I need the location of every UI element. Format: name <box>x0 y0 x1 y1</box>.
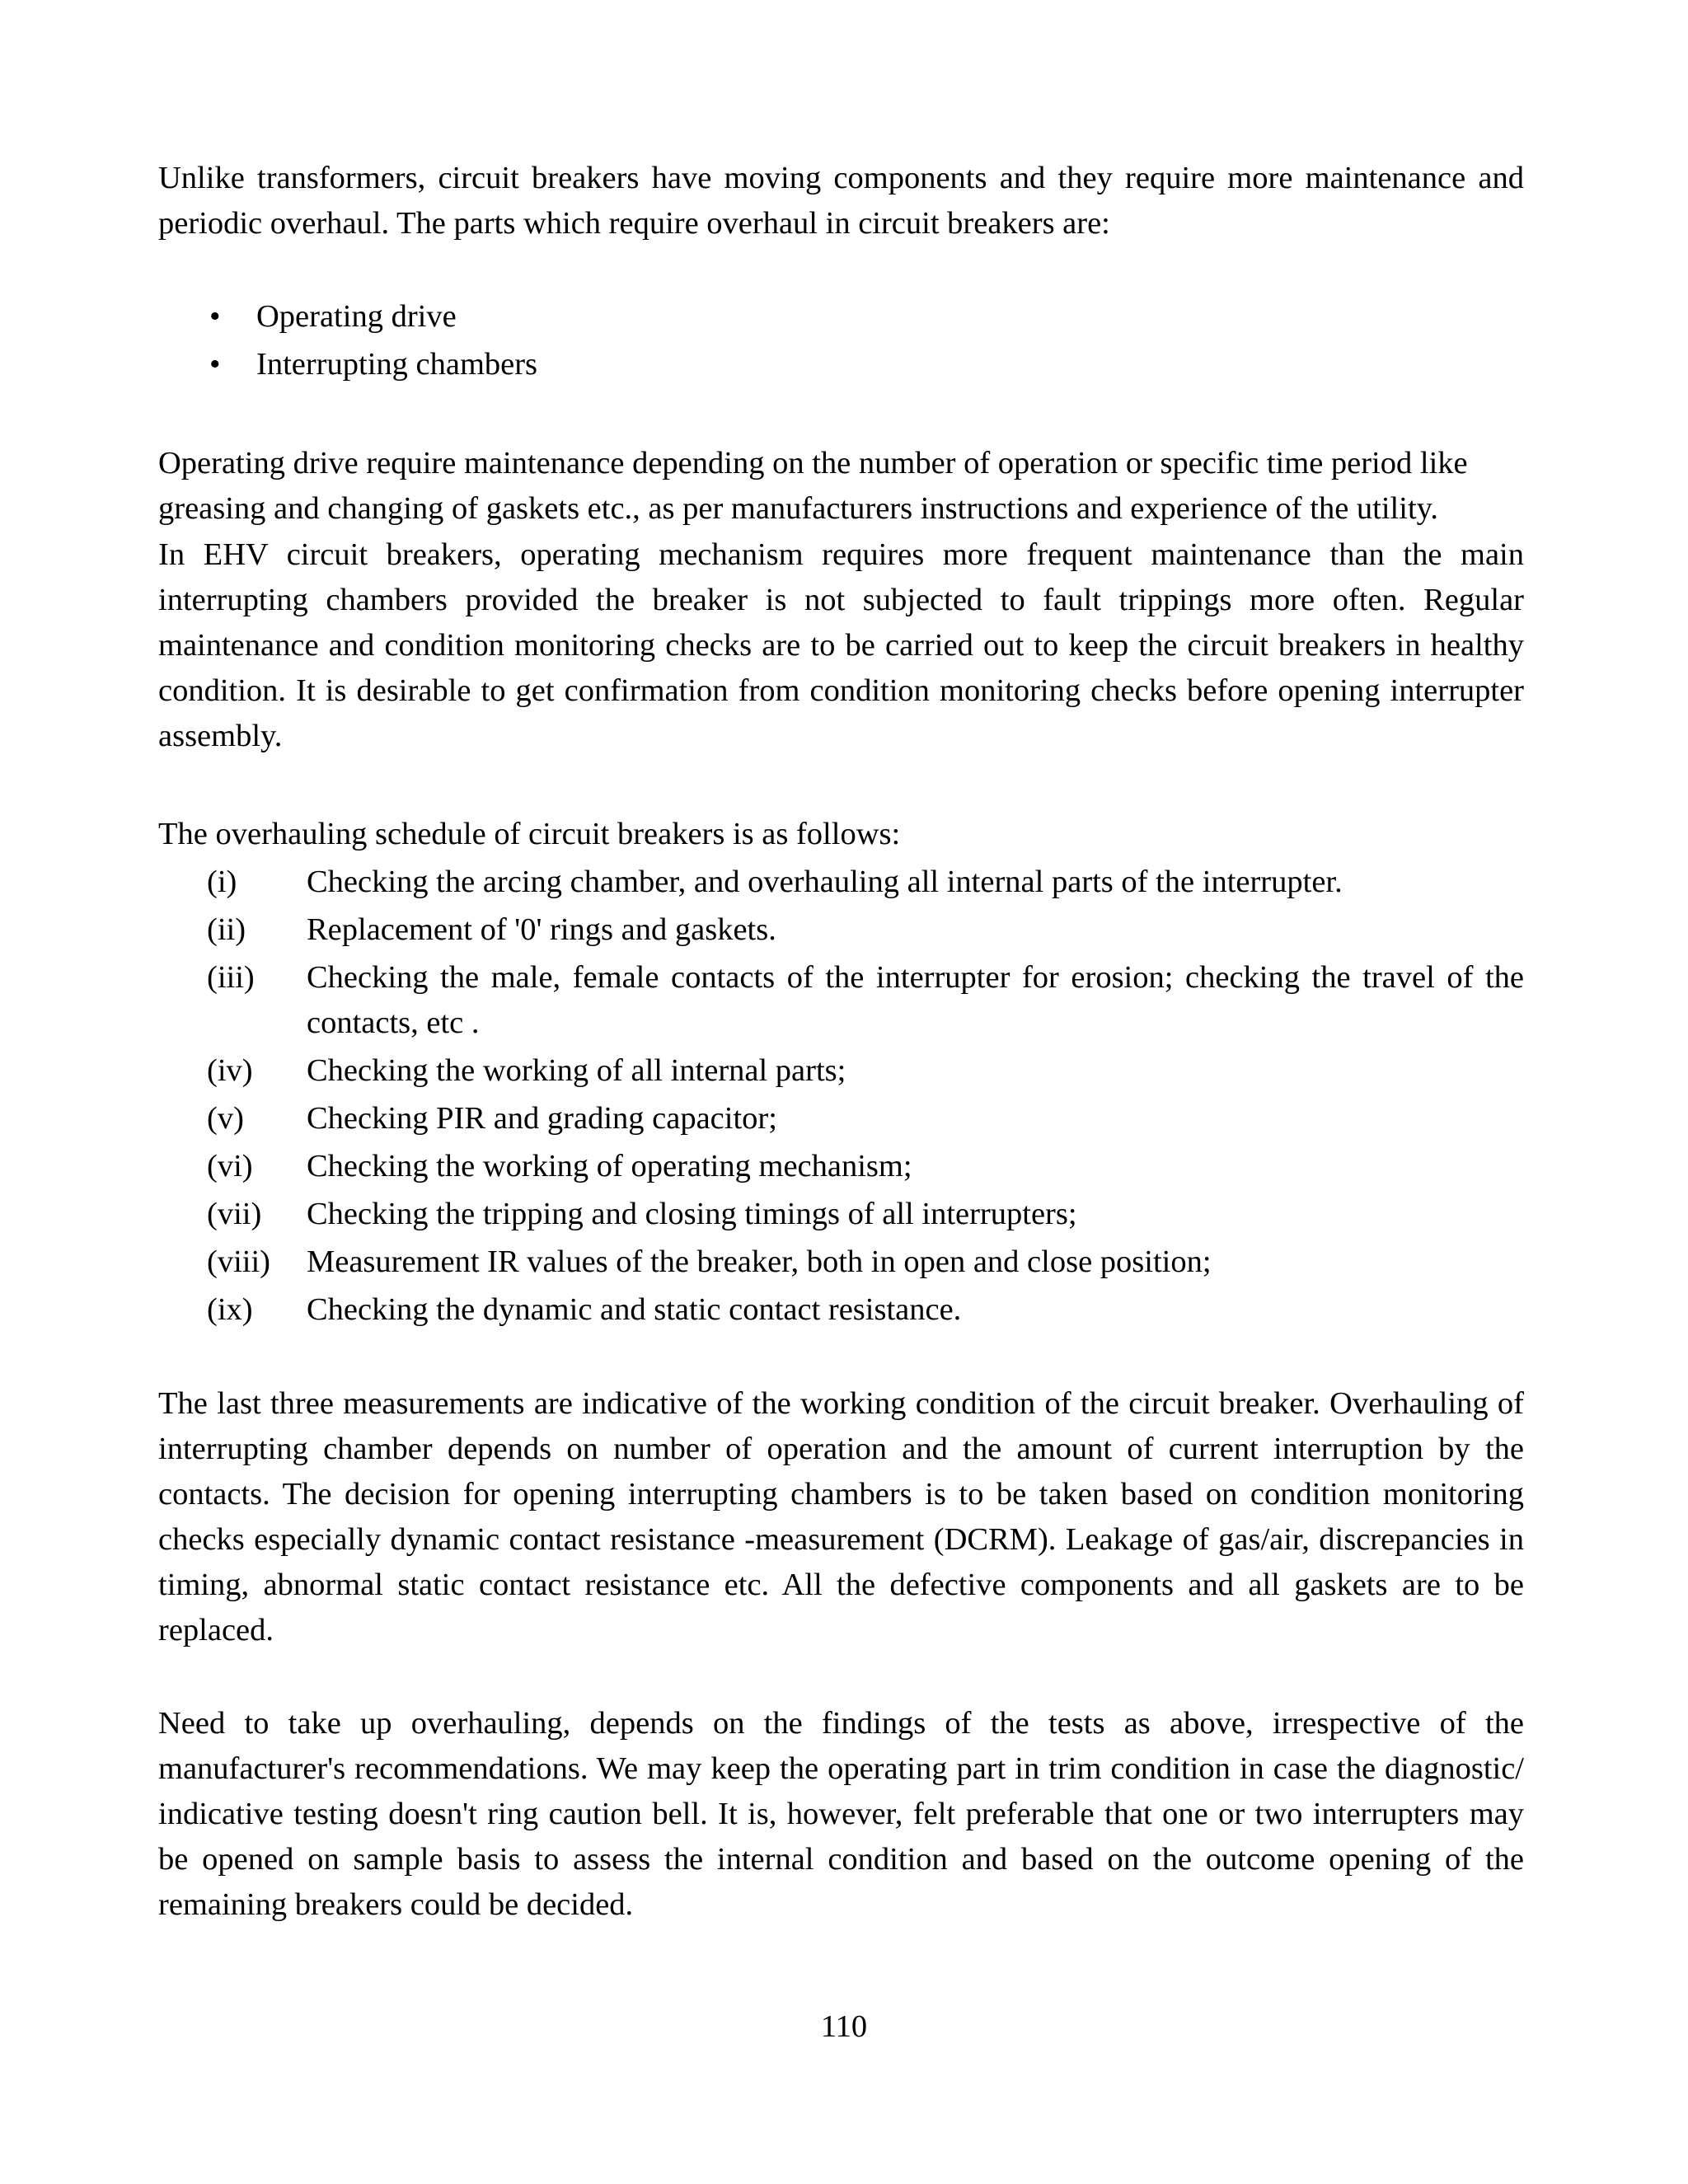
list-item <box>158 1096 1524 1141</box>
overhaul-schedule-list <box>158 860 1524 1335</box>
list-item-text: Checking the working of all internal parts; <box>307 1053 846 1088</box>
page-number: 110 <box>820 2009 868 2044</box>
list-item-text: Measurement IR values of the breaker, both in open and close position; <box>307 1244 1212 1279</box>
list-item-text: Checking PIR and grading capacitor; <box>307 1101 777 1136</box>
list-item-text: Checking the tripping and closing timings of all interrupters; <box>307 1197 1077 1231</box>
last-three-measurements-paragraph: The last three measurements are indicative of the working condition of the circuit breaker. Overhauling of interrupting chamber depends on number of operation and the amount of current interruption by the contacts. The decision for opening interrupting chambers is to be taken based on condition monitoring checks especially dynamic contact resistance -measurement (DCRM). Leakage of gas/air, discrepancies in timing, abnormal static contact resistance etc. All the defective components and all gaskets are to be replaced. <box>158 1386 1524 1647</box>
list-item-number: (vi) <box>207 1149 253 1183</box>
list-item-number: (ix) <box>207 1292 253 1327</box>
list-item-number: (viii) <box>207 1244 270 1279</box>
overhauling-need-paragraph: Need to take up overhauling, depends on the findings of the tests as above, irrespective of the manufacturer's recommendations. We may keep the operating part in trim condition in case the diagnostic/ indicative testing doesn't ring caution bell. It is, however, felt preferable that one or two interrupters may be opened on sample basis to assess the internal condition and based on the outcome opening of the remaining breakers could be decided. <box>158 1706 1524 1922</box>
list-item-number: (iii) <box>207 960 255 995</box>
list-item-text: Replacement of '0' rings and gaskets. <box>307 912 776 947</box>
list-item-text: Checking the male, female contacts of the interrupter for erosion; checking the travel of the contacts, etc . <box>307 960 1524 1040</box>
list-item <box>158 293 1524 340</box>
schedule-intro: The overhauling schedule of circuit breakers is as follows: <box>158 817 901 851</box>
intro-paragraph: Unlike transformers, circuit breakers have moving components and they require more maintenance and periodic overhaul. The parts which require overhaul in circuit breakers are: <box>158 161 1524 241</box>
list-item-text: Checking the arcing chamber, and overhauling all internal parts of the interrupter. <box>307 865 1343 899</box>
list-item-number: (v) <box>207 1101 244 1136</box>
list-item-text: Interrupting chambers <box>256 347 538 382</box>
overhaul-parts-list <box>158 293 1524 388</box>
list-item <box>158 907 1524 953</box>
bullet-icon: • <box>209 347 221 382</box>
list-item-text: Operating drive <box>256 299 457 334</box>
list-item <box>158 340 1524 388</box>
list-item-number: (ii) <box>207 912 246 947</box>
bullet-icon: • <box>209 299 221 334</box>
operating-drive-paragraph: Operating drive require maintenance depending on the number of operation or specific time period like greasing and changing of gaskets etc., as per manufacturers instructions and experience of the utility. <box>158 446 1468 526</box>
list-item-number: (iv) <box>207 1053 253 1088</box>
list-item <box>158 1287 1524 1333</box>
list-item <box>158 955 1524 1046</box>
ehv-paragraph: In EHV circuit breakers, operating mechanism requires more frequent maintenance than the main interrupting chambers provided the breaker is not subjected to fault trippings more often. Regular maintenance and condition monitoring checks are to be carried out to keep the circuit breakers in healthy condition. It is desirable to get confirmation from condition monitoring checks before opening interrupter assembly. <box>158 537 1524 753</box>
list-item <box>158 1192 1524 1237</box>
list-item-number: (i) <box>207 865 237 899</box>
list-item-number: (vii) <box>207 1197 262 1231</box>
list-item <box>158 1048 1524 1094</box>
list-item <box>158 860 1524 905</box>
list-item-text: Checking the dynamic and static contact resistance. <box>307 1292 962 1327</box>
list-item-text: Checking the working of operating mechanism; <box>307 1149 912 1183</box>
list-item <box>158 1240 1524 1285</box>
list-item <box>158 1144 1524 1189</box>
